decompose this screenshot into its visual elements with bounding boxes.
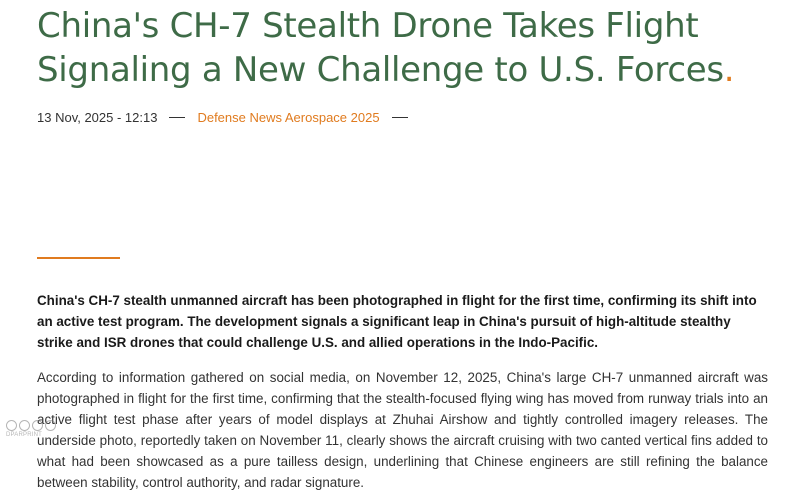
article-lead: China's CH-7 stealth unmanned aircraft has been photographed in flight for the first time, confirming its shift into an active test program. The development signals a significant leap in China's pursuit of high-altitude stealthy strike and ISR drones that could challenge U.S. and allied operations in the Indo-Pacific. (37, 293, 757, 350)
headline-text: China's CH-7 Stealth Drone Takes Flight Signaling a New Challenge to U.S. Forces (37, 6, 724, 90)
image-watermark (6, 420, 66, 446)
headline-accent-dot: . (723, 50, 735, 90)
watermark-text: DPARPRINT (6, 432, 43, 438)
watermark-circles-icon (6, 420, 66, 431)
watermark-circle-icon (6, 420, 17, 431)
article-headline (37, 4, 777, 92)
meta-separator (169, 117, 185, 118)
watermark-circle-icon (45, 420, 56, 431)
article-meta (37, 107, 420, 127)
accent-divider (37, 257, 120, 259)
watermark-circle-icon (19, 420, 30, 431)
meta-separator (392, 117, 408, 118)
publish-date: 13 Nov, 2025 - 12:13 (37, 109, 158, 125)
article-body: According to information gathered on social media, on November 12, 2025, China's large CH-7 unmanned aircraft was photographed in flight for the first time, confirming that the stealth-focused flying wing has moved from runway trials into an active flight test phase after years of model displays at Zhuhai Airshow and tightly controlled imagery releases. The underside photo, reportedly taken on November 11, clearly shows the aircraft cruising with two canted vertical fins added to what had been showcased as a pure tailless design, underlining that Chinese engineers are still refining the balance between stability, control authority, and radar signature. (37, 370, 768, 490)
watermark-circle-icon (32, 420, 43, 431)
category-link[interactable]: Defense News Aerospace 2025 (197, 109, 380, 125)
